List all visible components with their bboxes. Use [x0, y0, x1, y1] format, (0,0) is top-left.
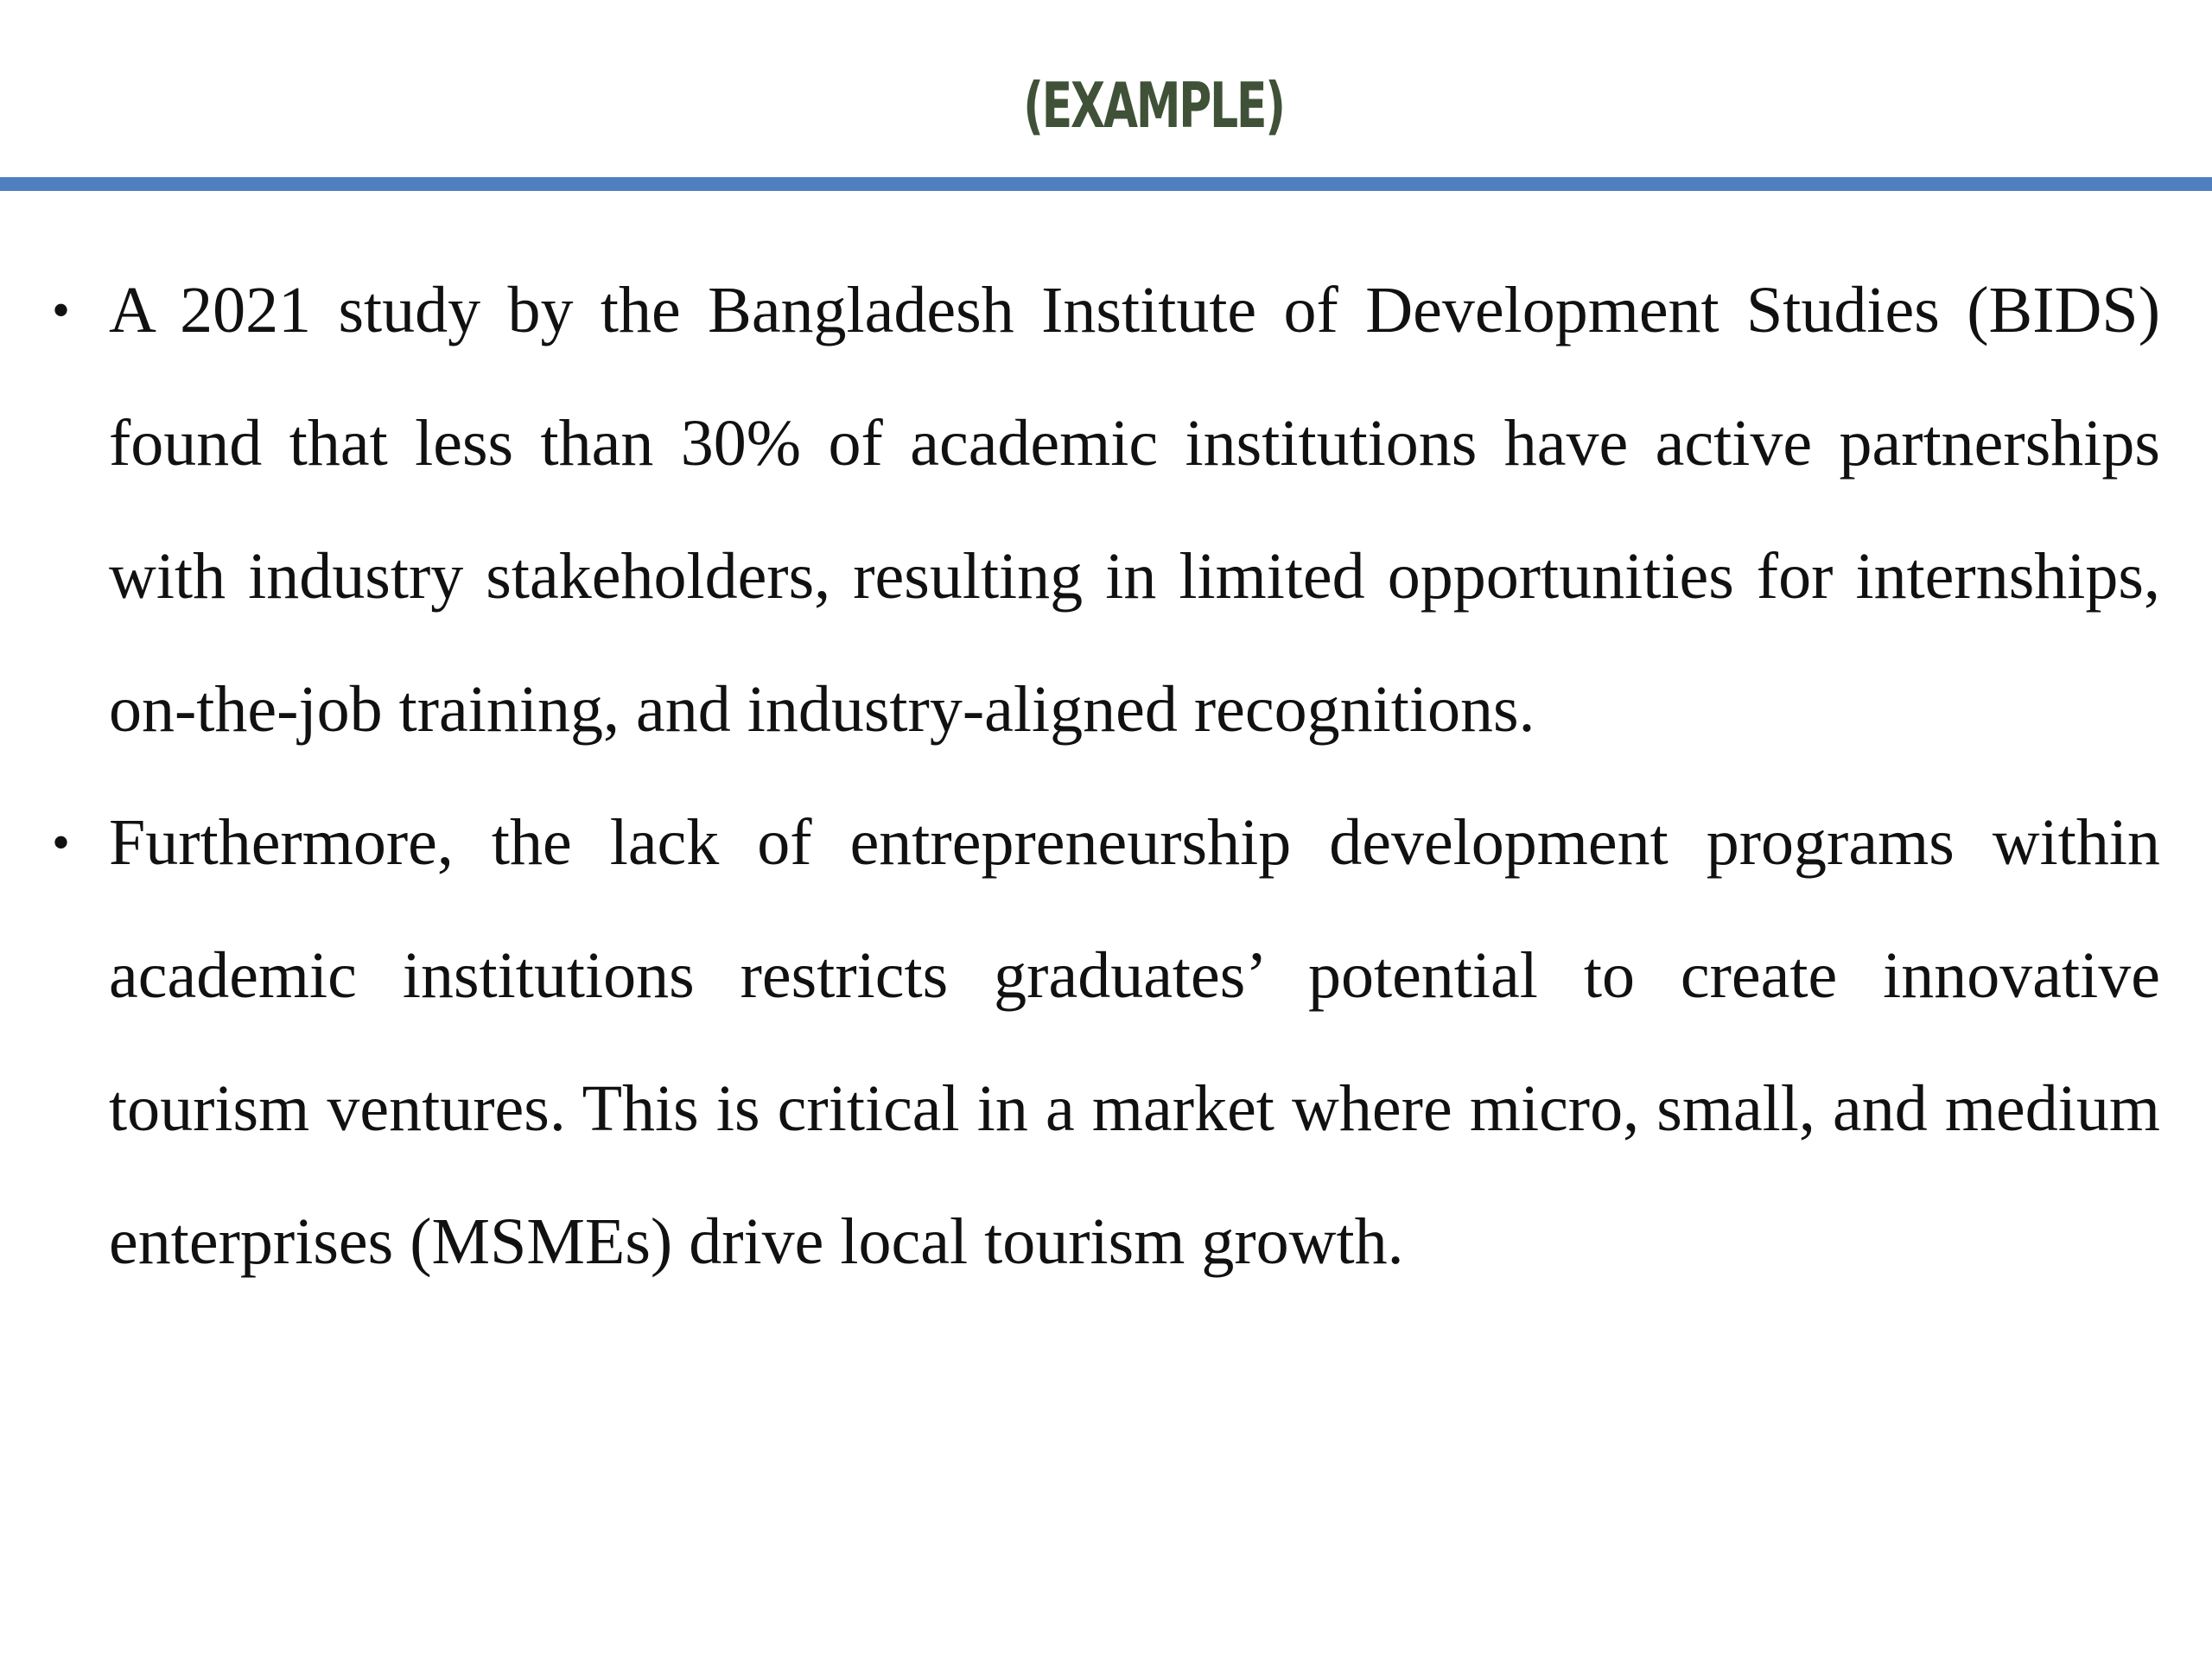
bullet-list [52, 244, 2160, 1308]
bullet-text: Furthermore, the lack of entrepreneurship development programs within academic institutions restricts graduates’ potential to create innovative tourism ventures. This is critical in a market where micro, small, and medium enterprises (MSMEs) drive local tourism growth. [109, 806, 2160, 1278]
title-divider [0, 177, 2212, 191]
slide-title: (EXAMPLE) [1023, 69, 1284, 142]
bullet-item [52, 776, 2160, 1308]
bullet-item [52, 244, 2160, 776]
bullet-text: A 2021 study by the Bangladesh Institute of Development Studies (BIDS) found that less than 30% of academic institutions have active partnerships with industry stakeholders, resulting in limited opportunities for internships, on-the-job training, and industry-aligned recognitions. [109, 274, 2160, 746]
bullet-icon: • [52, 282, 71, 339]
bullet-icon: • [52, 814, 71, 871]
